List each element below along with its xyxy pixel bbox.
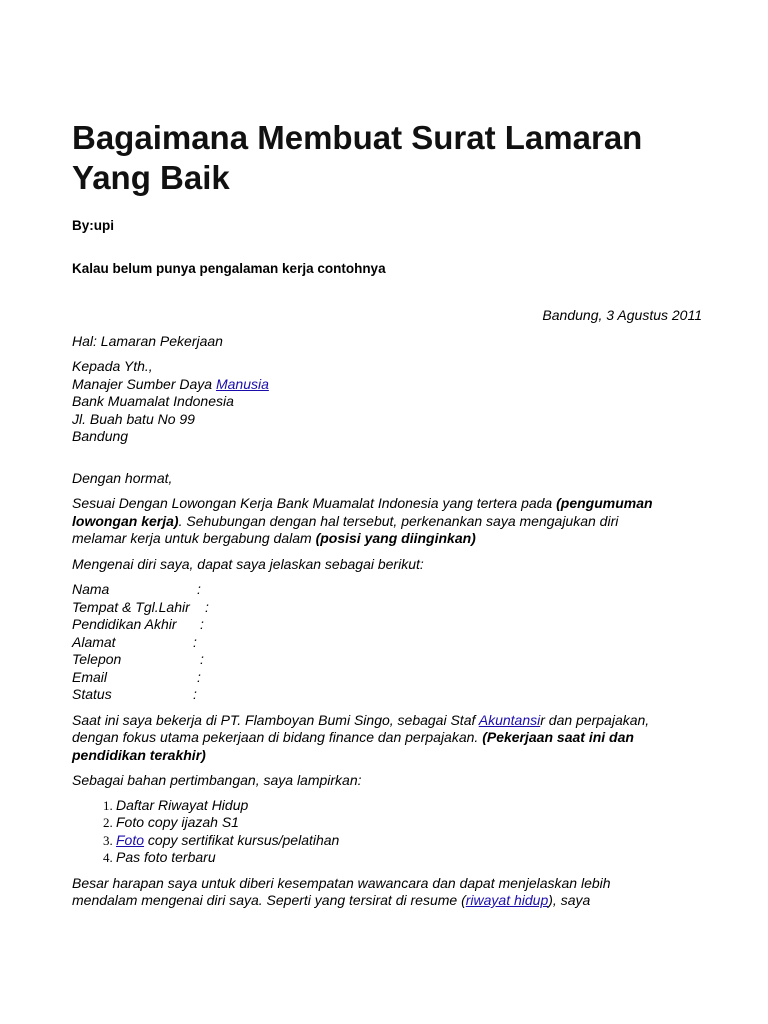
title-line-1: Bagaimana Membuat Surat Lamaran [72,119,643,156]
field-label: Alamat [72,633,116,650]
list-item [116,832,702,850]
field-nama [72,581,702,599]
title-line-2: Yang Baik [72,159,230,196]
para1-line-2 [72,513,702,531]
field-colon: : [197,581,201,597]
para3-line-2 [72,729,702,747]
letter-subject: Hal: Lamaran Pekerjaan [72,332,223,349]
field-alamat [72,634,702,652]
list-item-text: copy sertifikat kursus/pelatihan [144,831,340,848]
personal-fields [72,581,702,704]
para1-text-2: . Sehubungan dengan hal tersebut, perkenankan saya mengajukan diri [178,512,619,529]
field-tempat-tgl-lahir [72,599,702,617]
field-colon: : [193,633,197,650]
list-item: 1. Daftar Riwayat Hidup [116,797,702,815]
paragraph-3 [72,712,702,765]
field-status [72,686,702,704]
para3-text-1: Saat ini saya bekerja di PT. Flamboyan Bumi Singo, sebagai Staf [72,711,479,728]
para1-text-1: Sesuai Dengan Lowongan Kerja Bank Muamalat Indonesia yang tertera pada [72,495,557,511]
para5-line-1: Besar harapan saya untuk diberi kesempatan wawancara dan dapat menjelaskan lebih [72,874,611,891]
address-role [72,376,702,394]
para3-bold-2: (Pekerjaan saat ini dan [482,729,634,745]
attachment-list [72,797,702,867]
para3-text-2: dengan fokus utama pekerjaan di bidang finance dan perpajakan. [72,729,483,745]
field-colon: : [197,668,201,685]
recipient-address [72,358,702,446]
list-item: 4. Pas foto terbaru [116,849,702,867]
para5-line-2 [72,892,702,910]
akuntansi-link[interactable]: Akuntansi [478,711,541,728]
address-street: Jl. Buah batu No 99 [72,410,195,427]
foto-link[interactable]: Foto [116,831,145,848]
para3-line-3 [72,747,702,765]
field-email [72,669,702,687]
field-label: Email [72,668,108,685]
riwayat-hidup-link[interactable]: riwayat hidup [465,892,549,908]
field-telepon [72,651,702,669]
list-item: 2. Foto copy ijazah S1 [116,814,702,832]
greeting: Dengan hormat, [72,469,173,486]
paragraph-1 [72,495,702,548]
document-page [72,118,702,910]
field-label: Tempat & Tgl.Lahir [72,598,190,615]
field-colon: : [205,598,209,615]
field-colon: : [200,616,204,632]
field-colon: : [200,651,204,667]
field-label: Telepon [72,651,122,667]
paragraph-4: Sebagai bahan pertimbangan, saya lampirkan: [72,772,362,788]
letter-date: Bandung, 3 Agustus 2011 [542,307,702,323]
field-label: Pendidikan Akhir [72,616,177,632]
para1-text-3: melamar kerja untuk bergabung dalam [72,530,316,546]
byline: By:upi [72,218,114,233]
para1-bold-1: (pengumuman [556,495,653,511]
para1-bold-3: (posisi yang diinginkan) [315,530,476,546]
para1-bold-2: lowongan kerja) [72,512,179,529]
paragraph-2: Mengenai diri saya, dapat saya jelaskan sebagai berikut: [72,555,424,572]
field-label: Status [72,686,112,702]
manusia-link[interactable]: Manusia [215,375,269,392]
para3-bold-3: pendidikan terakhir) [72,746,206,763]
address-bank: Bank Muamalat Indonesia [72,393,234,409]
para5-text-2: mendalam mengenai diri saya. Seperti yang tersirat di resume ( [72,892,466,908]
para1-line-1 [72,495,702,513]
article-title [72,118,702,198]
para3-text-1b: r dan perpajakan, [540,711,650,728]
intro-heading: Kalau belum punya pengalaman kerja contohnya [72,261,386,276]
para5-text-2b: ), saya [548,892,591,908]
field-label: Nama [72,581,110,597]
letter-body [72,307,702,910]
paragraph-5 [72,875,702,910]
field-pendidikan-akhir [72,616,702,634]
para3-line-1 [72,712,702,730]
address-city: Bandung [72,428,129,444]
address-to: Kepada Yth., [72,358,153,374]
para1-line-3 [72,530,702,548]
field-colon: : [193,686,197,702]
address-role-text: Manajer Sumber Daya [72,375,216,392]
